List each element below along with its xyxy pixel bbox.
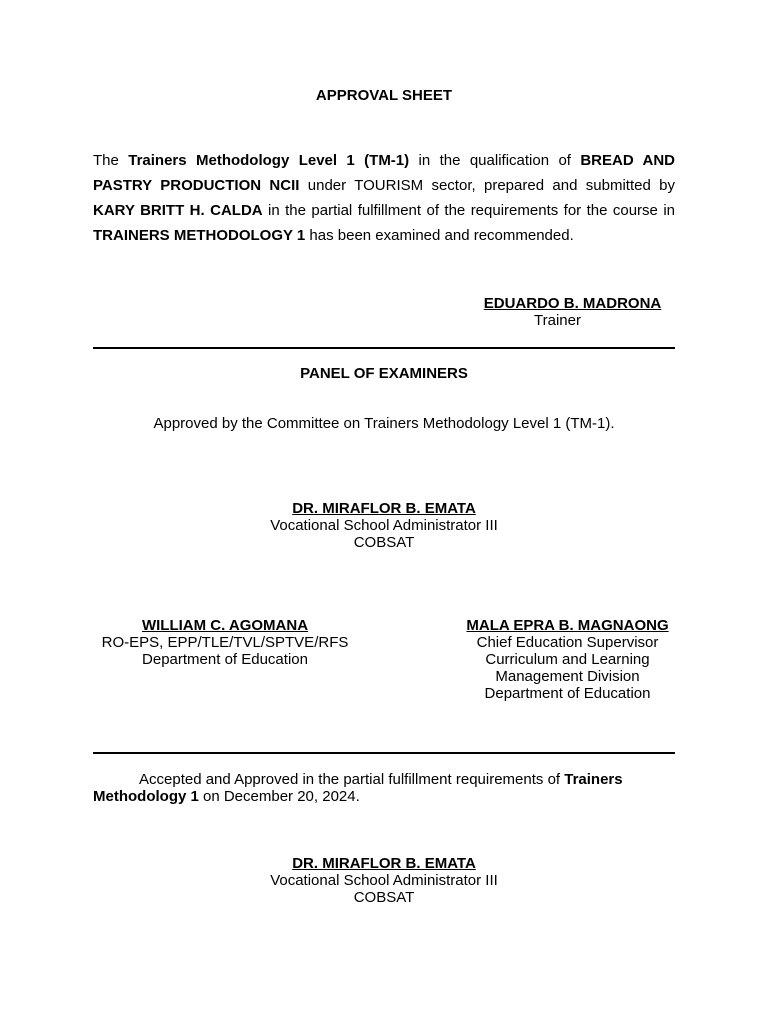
section-divider (93, 347, 675, 349)
signatory-name: DR. MIRAFLOR B. EMATA (292, 500, 476, 517)
intro-text-1: The (93, 152, 129, 169)
signatory-institution: COBSAT (353, 534, 415, 551)
signatory-left (70, 617, 380, 668)
signatory-institution: Department of Education (142, 651, 308, 668)
intro-submitter: KARY BRITT H. CALDA (93, 202, 263, 219)
signatory-title: Vocational School Administrator III (270, 517, 498, 534)
signatory-name: WILLIAM C. AGOMANA (141, 617, 309, 634)
signatory-name: MALA EPRA B. MAGNAONG (466, 617, 669, 634)
trainer-signature-block (470, 295, 675, 329)
trainer-name: EDUARDO B. MADRONA (483, 295, 662, 312)
panel-approval-statement: Approved by the Committee on Trainers Methodology Level 1 (TM-1). (153, 415, 615, 432)
final-signatory (0, 855, 768, 906)
trainer-role: Trainer (534, 312, 581, 329)
signatory-institution: COBSAT (353, 889, 415, 906)
intro-text-3: under TOURISM sector, prepared and submitted by (299, 177, 675, 194)
acceptance-text-2: on December 20, 2024. (198, 788, 360, 805)
signatory-title: Chief Education Supervisor (476, 634, 659, 651)
signatory-right (445, 617, 690, 702)
signatory-title: RO-EPS, EPP/TLE/TVL/SPTVE/RFS (101, 634, 349, 651)
intro-text-2: in the qualification of (409, 152, 581, 169)
intro-qualification: BREAD AND PASTRY PRODUCTION NCII (93, 152, 676, 194)
intro-course: TRAINERS METHODOLOGY 1 (93, 227, 306, 244)
panel-heading: PANEL OF EXAMINERS (300, 365, 468, 382)
acceptance-paragraph (93, 771, 675, 805)
acceptance-course: Trainers Methodology 1 (93, 771, 623, 805)
signatory-name: DR. MIRAFLOR B. EMATA (292, 855, 476, 872)
acceptance-text-1: Accepted and Approved in the partial fulfillment requirements of (139, 771, 565, 788)
document-title: APPROVAL SHEET (315, 87, 453, 104)
signatory-division-2: Management Division (495, 668, 640, 685)
signatory-title: Vocational School Administrator III (270, 872, 498, 889)
intro-text-5: has been examined and recommended. (305, 227, 574, 244)
signatory-administrator (0, 500, 768, 551)
section-divider (93, 752, 675, 754)
intro-text-4: in the partial fulfillment of the requirements for the course in (262, 202, 675, 219)
signatory-division-1: Curriculum and Learning (485, 651, 650, 668)
intro-paragraph (93, 148, 675, 248)
signatory-institution: Department of Education (484, 685, 651, 702)
intro-program-name: Trainers Methodology Level 1 (TM-1) (128, 152, 410, 169)
